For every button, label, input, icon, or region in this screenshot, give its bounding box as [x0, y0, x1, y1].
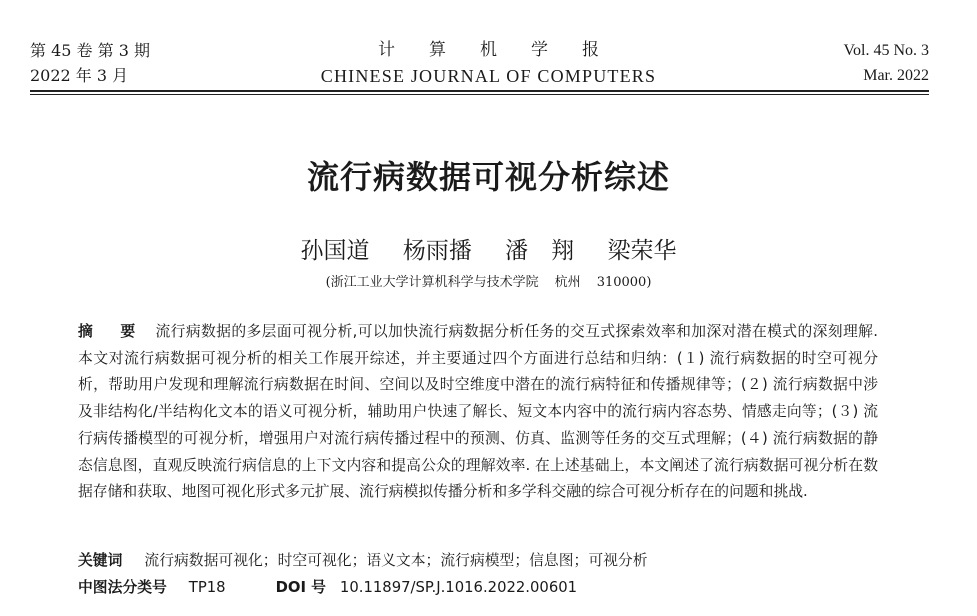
- affiliation-org: (浙江工业大学计算机科学与技术学院: [325, 275, 539, 290]
- date-cn: 2022 年 3 月: [30, 66, 129, 85]
- doi-value[interactable]: 10.11897/SP.J.1016.2022.00601: [339, 579, 578, 596]
- header-rule-thick: [30, 90, 929, 92]
- keywords: [78, 549, 648, 570]
- classification: [78, 576, 577, 597]
- abstract: [78, 319, 878, 506]
- doi-label: DOI 号: [275, 579, 326, 596]
- keywords-text: 流行病数据可视化；时空可视化；语义文本；流行病模型；信息图；可视分析: [144, 552, 648, 569]
- classification-code: TP18: [188, 579, 226, 596]
- author-name: 梁荣华: [607, 238, 677, 264]
- header-rule-thin: [30, 94, 929, 95]
- affiliation-city: 杭州: [554, 275, 581, 290]
- abstract-text: 流行病数据的多层面可视分析,可以加快流行病数据分析任务的交互式探索效率和加深对潜在模式的深刻理解. 本文对流行病数据可视分析的相关工作展开综述，并主要通过四个方面进行总结和归纳：(１) 流行病数据的时空可视分析，帮助用户发现和理解流行病数据在时间、空间以及时空维度中潜在的流行病特征和传播规律等；(２) 流行病数据中涉及非结构化/半结构化文本的语义可视分析，辅助用户快速了解长、短文本内容中的流行病内容态势、情感走向等；(３) 流行病传播模型的可视分析，增强用户对流行病传播过程中的预测、仿真、监测等任务的交互式理解；(４) 流行病数据的静态信息图，直观反映流行病信息的上下文内容和提高公众的理解效率. 在上述基础上，本文阐述了流行病数据可视分析在数据存储和获取、地图可视化形式多元扩展、流行病模拟传播分析和多学科交融的综合可视分析存在的问题和挑战.: [78, 323, 878, 501]
- journal-title-en: CHINESE JOURNAL OF COMPUTERS: [320, 66, 657, 86]
- author-name: 潘 翔: [505, 238, 575, 264]
- header-center: [0, 38, 977, 89]
- affiliation-zip: 310000): [596, 275, 652, 290]
- journal-title-cn: 计算机学报: [378, 40, 633, 60]
- paper-title: 流行病数据可视分析综述: [306, 158, 670, 196]
- volume-issue-cn: 第 45 卷 第 3 期: [30, 41, 150, 60]
- abstract-label: 摘 要: [78, 323, 142, 340]
- date-en: Mar. 2022: [863, 67, 929, 84]
- author-name: 孙国道: [300, 238, 370, 264]
- volume-issue-en: Vol. 45 No. 3: [843, 42, 929, 59]
- keywords-label: 关键词: [78, 552, 123, 569]
- header-right: [844, 38, 930, 88]
- author-name: 杨雨播: [402, 238, 472, 264]
- classification-label: 中图法分类号: [78, 579, 167, 596]
- affiliation: [0, 271, 977, 290]
- author-list: [0, 232, 977, 265]
